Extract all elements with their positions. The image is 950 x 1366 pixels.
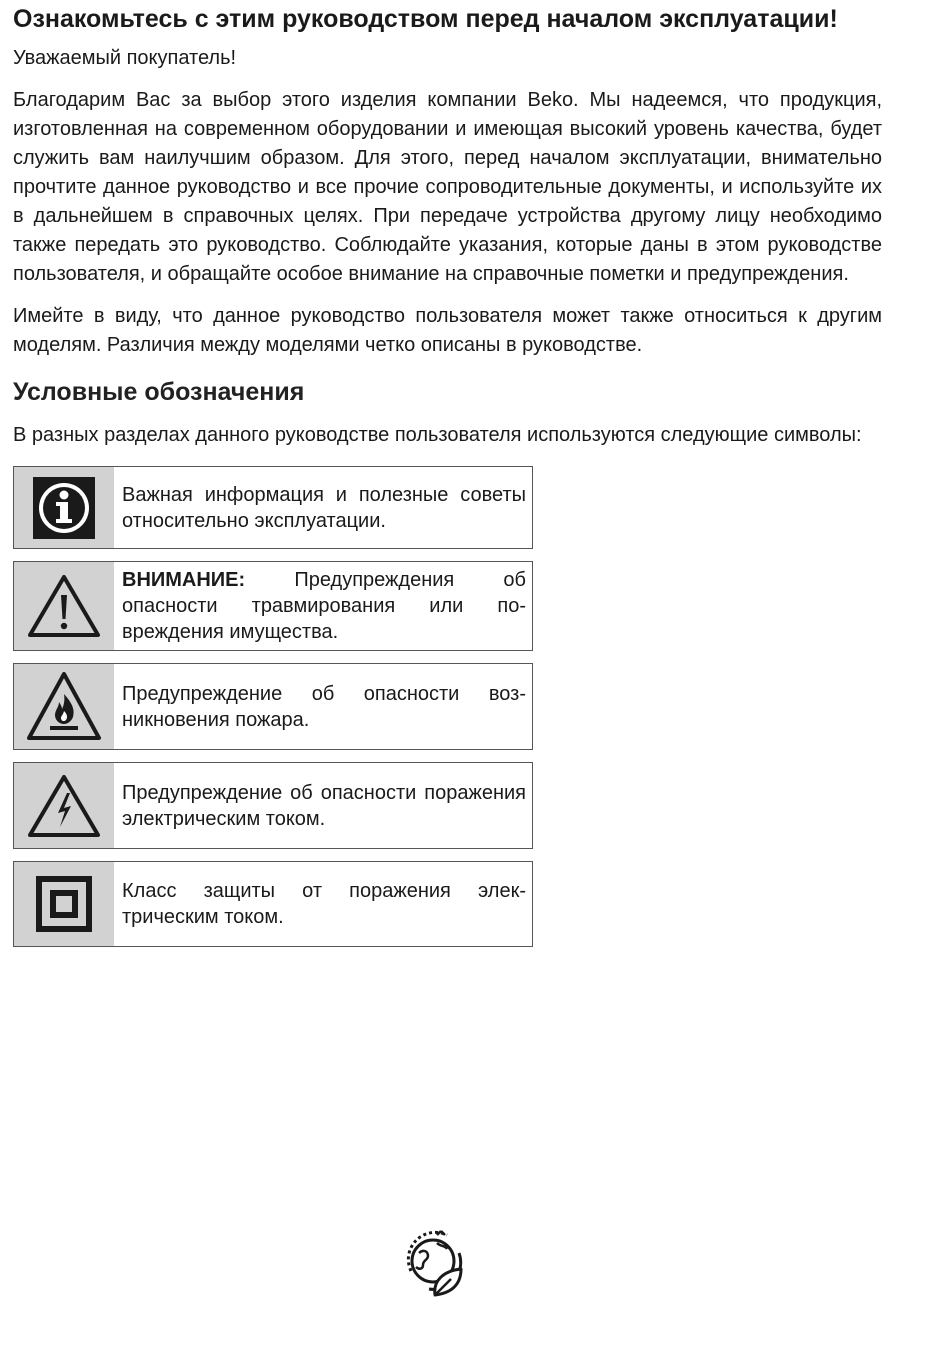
models-note-paragraph: Имейте в виду, что данное руководство пользователя может также относиться к другим моделям. Различия между моделями четко описаны в руководстве. [13, 305, 882, 356]
symbol-text-fire: Предупреждение об опасности возникновения пожара. [122, 682, 526, 731]
info-icon [14, 467, 114, 548]
warning-icon [14, 562, 114, 650]
eco-globe-leaf-icon [401, 1225, 469, 1299]
intro-paragraph: Благодарим Вас за выбор этого изделия компании Beko. Мы надеемся, что продукция, изготовленная на современном оборудовании и имеющая высокий уровень качества, будет служить вам наилучшим образом. Для этого, перед началом эксплуатации, внимательно прочтите данное руководство и все прочие сопроводительные документы, и используйте их в дальнейшем в справочных целях. При передаче устройства другому лицу необходимо также передать это руководство. Соблюдайте указания, которые даны в этом руководстве пользователя, и обращайте особое внимание на справочные пометки и предупреждения. [13, 89, 882, 285]
warning-label: ВНИМАНИЕ: [122, 569, 246, 591]
symbol-row-protection-class [13, 861, 533, 947]
section-heading: Условные обозначения [13, 378, 305, 406]
symbol-text-info: Важная информация и полезные советы относительно эксплуатации. [122, 483, 526, 532]
symbol-text-warning: Предупреждения об опасности травмирования или повреждения имущества. [122, 569, 526, 643]
symbol-row-info [13, 466, 533, 549]
symbol-row-electric [13, 762, 533, 849]
symbols-intro: В разных разделах данного руководстве пользователя используются следующие символы: [13, 424, 862, 446]
page-content [13, 0, 882, 959]
electric-shock-icon [14, 763, 114, 848]
symbol-row-warning [13, 561, 533, 651]
page-title: Ознакомьтесь с этим руководством перед началом эксплуатации! [13, 5, 838, 33]
symbols-list [13, 466, 533, 947]
fire-hazard-icon [14, 664, 114, 749]
protection-class-icon [14, 862, 114, 946]
salutation: Уважаемый покупатель! [13, 47, 237, 69]
symbol-text-electric: Предупреждение об опасности поражения электрическим током. [122, 781, 526, 830]
symbol-text-protection-class: Класс защиты от поражения электрическим током. [122, 880, 526, 928]
symbol-row-fire [13, 663, 533, 750]
